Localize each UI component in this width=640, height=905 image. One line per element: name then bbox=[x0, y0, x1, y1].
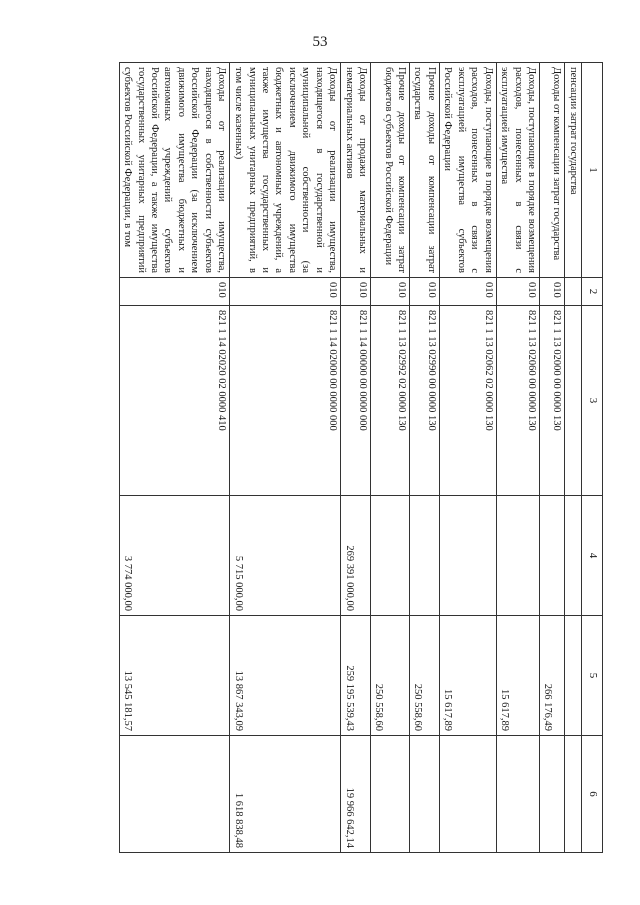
row-name: Доходы, поступающие в порядке возмещения расходов, понесенных в связи с эксплуатацией имущества bbox=[496, 63, 539, 278]
column-header: 6 bbox=[582, 736, 603, 853]
row-budget-code: 821 1 13 02062 02 0000 130 bbox=[439, 306, 496, 496]
row-budget-code: 821 1 14 02020 02 0000 410 bbox=[119, 306, 230, 496]
row-name: Прочие доходы от компенсации затрат бюджетов субъектов Российской Федерации bbox=[371, 63, 410, 278]
row-budget-code: 821 1 13 02000 00 0000 130 bbox=[540, 306, 565, 496]
row-approved bbox=[410, 496, 440, 616]
row-line-code: 010 bbox=[341, 278, 371, 306]
row-name: Доходы от компенсации затрат государства bbox=[540, 63, 565, 278]
row-budget-code bbox=[565, 306, 582, 496]
row-name: Доходы от продажи материальных и нематериальных активов bbox=[341, 63, 371, 278]
column-header: 3 bbox=[582, 306, 603, 496]
row-not-executed bbox=[119, 736, 230, 853]
column-header: 1 bbox=[582, 63, 603, 278]
row-name: Доходы от реализации имущества, находящегося в собственности субъектов Российской Федерации (за исключением движимого имущества бюджетных и автономных учреждений субъектов Российской Федерации, а также имущества государственных унитарных предприятий субъектов Российской Федерации, в том bbox=[119, 63, 230, 278]
table-row bbox=[540, 63, 565, 853]
row-line-code: 010 bbox=[410, 278, 440, 306]
row-executed: 13 867 343,09 bbox=[230, 616, 341, 736]
column-header: 4 bbox=[582, 496, 603, 616]
table-row bbox=[496, 63, 539, 853]
row-line-code: 010 bbox=[371, 278, 410, 306]
table-row bbox=[371, 63, 410, 853]
row-line-code: 010 bbox=[119, 278, 230, 306]
table-row bbox=[439, 63, 496, 853]
row-budget-code: 821 1 14 02000 00 0000 000 bbox=[230, 306, 341, 496]
table-row bbox=[565, 63, 582, 853]
row-approved: 3 774 000,00 bbox=[119, 496, 230, 616]
row-line-code: 010 bbox=[230, 278, 341, 306]
row-executed: 15 617,89 bbox=[439, 616, 496, 736]
page-number: 53 bbox=[312, 34, 328, 50]
row-approved: 269 391 000,00 bbox=[341, 496, 371, 616]
row-name: Доходы от реализации имущества, находящегося в государственной и муниципальной собственности (за исключением движимого имущества бюджетных и автономных учреждений, а также имущества государственных и муниципальных унитарных предприятий, в том числе казенных) bbox=[230, 63, 341, 278]
column-header: 2 bbox=[582, 278, 603, 306]
row-executed: 13 545 181,57 bbox=[119, 616, 230, 736]
row-approved bbox=[371, 496, 410, 616]
row-line-code: 010 bbox=[540, 278, 565, 306]
row-approved bbox=[565, 496, 582, 616]
row-not-executed bbox=[565, 736, 582, 853]
row-budget-code: 821 1 13 02992 02 0000 130 bbox=[371, 306, 410, 496]
row-executed bbox=[565, 616, 582, 736]
row-line-code: 010 bbox=[496, 278, 539, 306]
table-header-row bbox=[582, 63, 603, 853]
table-row bbox=[341, 63, 371, 853]
row-executed: 259 195 539,43 bbox=[341, 616, 371, 736]
row-approved bbox=[540, 496, 565, 616]
table-row bbox=[230, 63, 341, 853]
row-not-executed: 1 618 838,48 bbox=[230, 736, 341, 853]
revenue-table bbox=[119, 62, 603, 853]
row-budget-code: 821 1 14 00000 00 0000 000 bbox=[341, 306, 371, 496]
row-budget-code: 821 1 13 02060 00 0000 130 bbox=[496, 306, 539, 496]
row-executed: 15 617,89 bbox=[496, 616, 539, 736]
row-line-code: 010 bbox=[439, 278, 496, 306]
row-executed: 250 558,60 bbox=[371, 616, 410, 736]
row-name: пенсации затрат государства bbox=[565, 63, 582, 278]
row-name: Прочие доходы от компенсации затрат государства bbox=[410, 63, 440, 278]
table-row bbox=[410, 63, 440, 853]
table-row bbox=[119, 63, 230, 853]
row-line-code bbox=[565, 278, 582, 306]
row-name: Доходы, поступающие в порядке возмещения расходов, понесенных в связи с эксплуатацией имущества субъектов Российской Федерации bbox=[439, 63, 496, 278]
row-not-executed bbox=[410, 736, 440, 853]
row-executed: 250 558,60 bbox=[410, 616, 440, 736]
row-approved: 5 715 000,00 bbox=[230, 496, 341, 616]
row-not-executed bbox=[439, 736, 496, 853]
column-header: 5 bbox=[582, 616, 603, 736]
row-not-executed bbox=[540, 736, 565, 853]
row-budget-code: 821 1 13 02990 00 0000 130 bbox=[410, 306, 440, 496]
row-executed: 266 176,49 bbox=[540, 616, 565, 736]
rotated-table-wrapper bbox=[103, 62, 603, 852]
row-approved bbox=[439, 496, 496, 616]
row-not-executed: 19 966 642,14 bbox=[341, 736, 371, 853]
row-not-executed bbox=[496, 736, 539, 853]
row-not-executed bbox=[371, 736, 410, 853]
row-approved bbox=[496, 496, 539, 616]
